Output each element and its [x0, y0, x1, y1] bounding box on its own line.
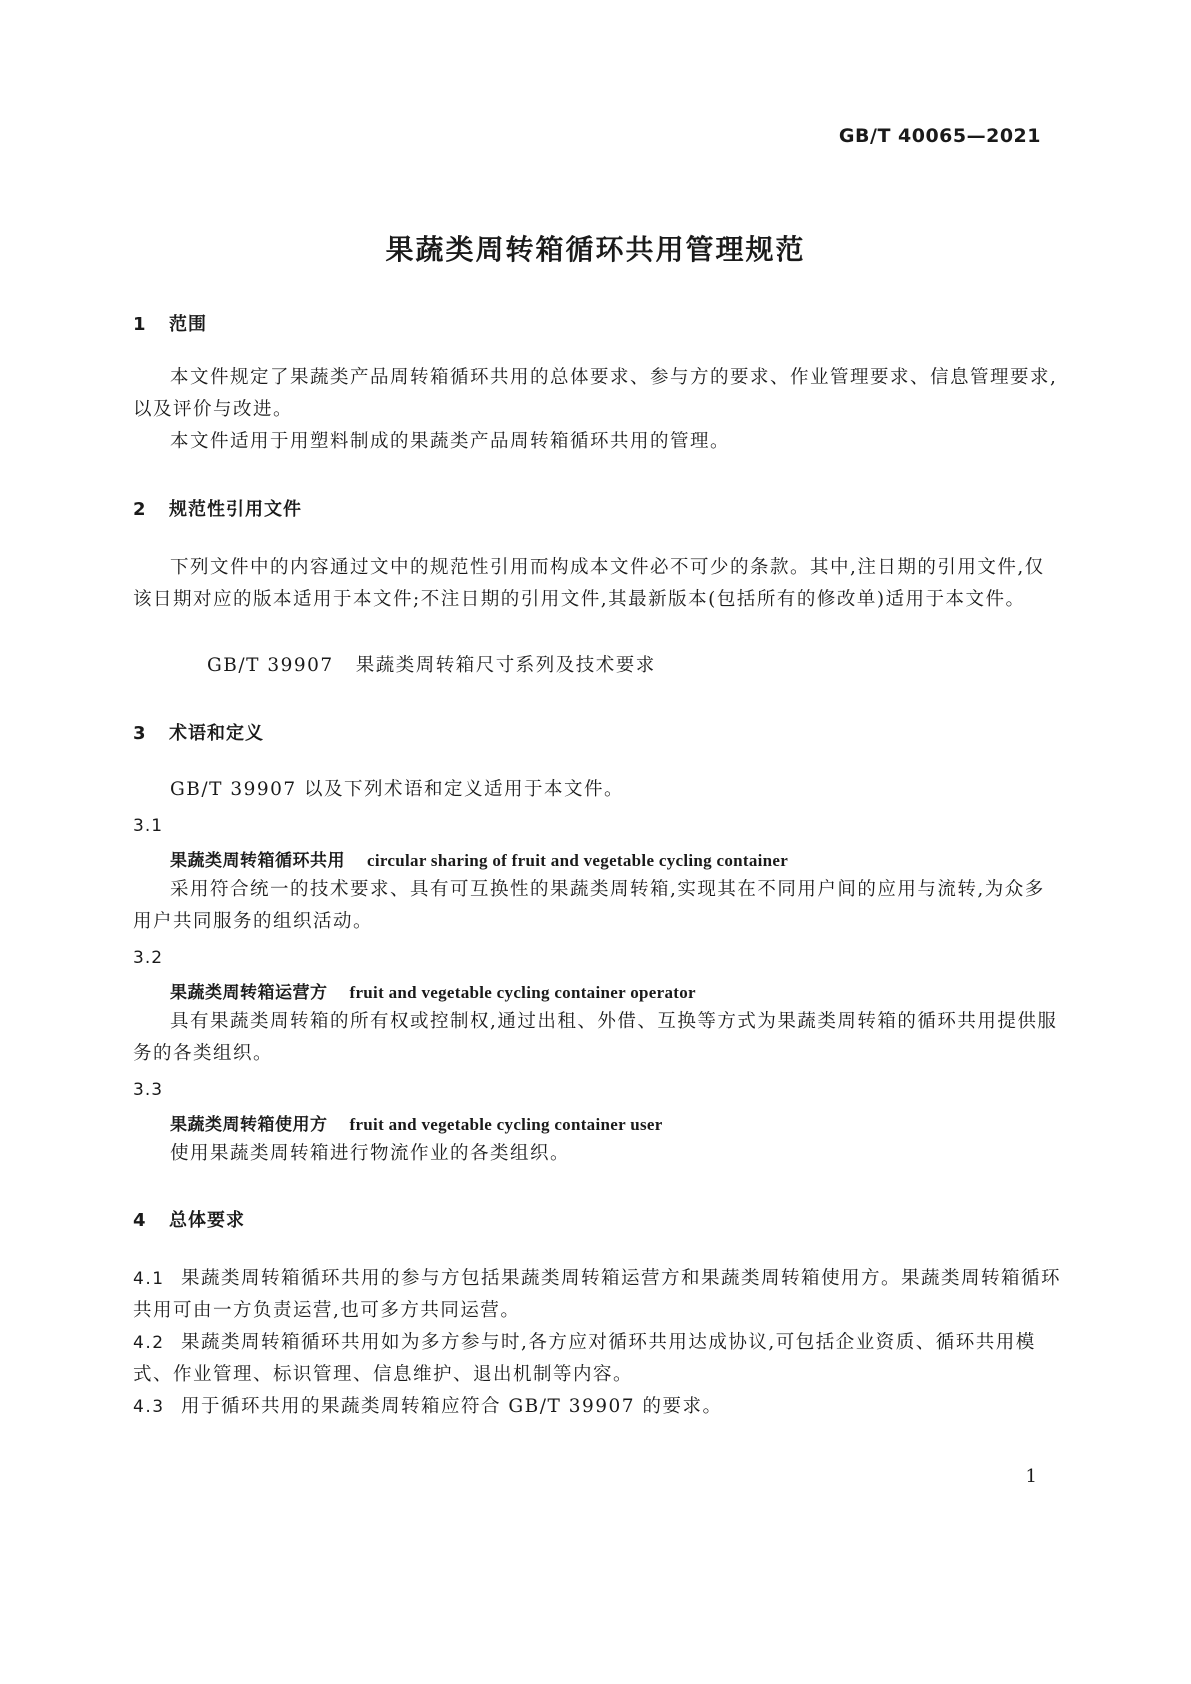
section-title: 术语和定义 [169, 723, 264, 744]
section-3-heading [133, 719, 264, 745]
term-definition: 使用果蔬类周转箱进行物流作业的各类组织。 [170, 1143, 571, 1164]
term-number: 3.3 [133, 1080, 164, 1100]
term-definition: 采用符合统一的技术要求、具有可互换性的果蔬类周转箱,实现其在不同用户间的应用与流转,为众多用户共同服务的组织活动。 [133, 879, 1045, 932]
section-number: 4 [133, 1210, 147, 1231]
term-english: fruit and vegetable cycling container user [349, 1115, 663, 1134]
section-2-paragraph: 下列文件中的内容通过文中的规范性引用而构成本文件必不可少的条款。其中,注日期的引用文件,仅该日期对应的版本适用于本文件;不注日期的引用文件,其最新版本(包括所有的修改单)适用于本文件。 [133, 557, 1045, 610]
term-heading [170, 1110, 663, 1135]
clause-number: 4.3 [133, 1397, 165, 1417]
term-number: 3.2 [133, 948, 164, 968]
clause-4-3 [133, 1391, 1063, 1423]
section-number: 1 [133, 314, 147, 335]
clause-text: 果蔬类周转箱循环共用如为多方参与时,各方应对循环共用达成协议,可包括企业资质、循环共用模式、作业管理、标识管理、信息维护、退出机制等内容。 [133, 1332, 1036, 1385]
section-1-paragraph-1: 本文件规定了果蔬类产品周转箱循环共用的总体要求、参与方的要求、作业管理要求、信息管理要求,以及评价与改进。 [133, 367, 1058, 420]
term-heading [170, 846, 788, 871]
document-title: 果蔬类周转箱循环共用管理规范 [385, 233, 806, 266]
term-heading [170, 978, 696, 1003]
standard-number: GB/T 40065—2021 [838, 125, 1041, 147]
section-1-paragraph-2: 本文件适用于用塑料制成的果蔬类产品周转箱循环共用的管理。 [170, 431, 731, 452]
section-number: 2 [133, 499, 147, 520]
section-4-heading [133, 1206, 245, 1232]
page-number: 1 [1025, 1466, 1037, 1487]
clause-number: 4.2 [133, 1333, 165, 1353]
term-english: fruit and vegetable cycling container operator [349, 983, 696, 1002]
clause-number: 4.1 [133, 1269, 165, 1289]
section-title: 范围 [169, 314, 207, 335]
term-number: 3.1 [133, 816, 164, 836]
section-title: 规范性引用文件 [169, 499, 302, 520]
section-title: 总体要求 [169, 1210, 245, 1231]
term-chinese: 果蔬类周转箱使用方 [170, 1115, 328, 1135]
section-2-heading [133, 495, 302, 521]
section-1-heading [133, 310, 207, 336]
clause-text: 果蔬类周转箱循环共用的参与方包括果蔬类周转箱运营方和果蔬类周转箱使用方。果蔬类周转箱循环共用可由一方负责运营,也可多方共同运营。 [133, 1268, 1062, 1321]
reference-code: GB/T 39907 [207, 655, 334, 676]
clause-4-2 [133, 1327, 1063, 1391]
reference-title: 果蔬类周转箱尺寸系列及技术要求 [355, 655, 656, 676]
normative-reference [133, 650, 1063, 682]
clause-text: 用于循环共用的果蔬类周转箱应符合 GB/T 39907 的要求。 [181, 1396, 723, 1417]
term-definition: 具有果蔬类周转箱的所有权或控制权,通过出租、外借、互换等方式为果蔬类周转箱的循环共用提供服务的各类组织。 [133, 1011, 1058, 1064]
clause-4-1 [133, 1263, 1063, 1327]
term-english: circular sharing of fruit and vegetable cycling container [367, 851, 789, 870]
section-number: 3 [133, 723, 147, 744]
term-chinese: 果蔬类周转箱运营方 [170, 983, 328, 1003]
section-3-intro: GB/T 39907 以及下列术语和定义适用于本文件。 [170, 779, 625, 800]
term-chinese: 果蔬类周转箱循环共用 [170, 851, 345, 871]
